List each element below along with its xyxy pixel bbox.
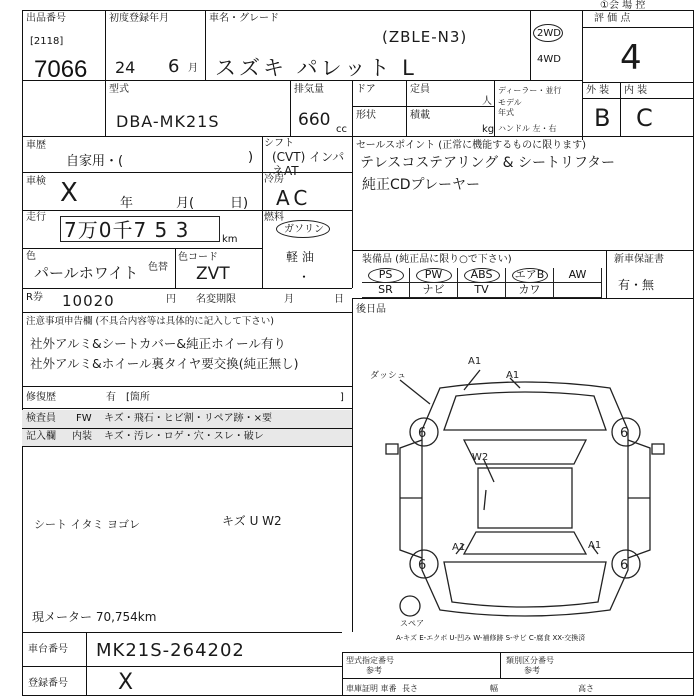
rule <box>22 248 262 249</box>
inspector-note-left: シート イタミ ヨゴレ <box>34 518 140 531</box>
check-fw: FW <box>76 413 92 424</box>
first-reg-era: 24 <box>115 58 136 77</box>
equipment-cell: AW <box>554 268 602 283</box>
diagram-mark: A1 <box>588 540 602 551</box>
car-hood <box>444 392 606 430</box>
plate-value: X <box>118 670 134 695</box>
rule <box>500 652 501 678</box>
dealer-model-label: モデル <box>498 98 522 107</box>
rule <box>22 408 352 409</box>
model-label: 型式 <box>109 84 129 95</box>
equipment-grid <box>362 268 602 298</box>
diagram-mark: A1 <box>452 542 466 553</box>
rule <box>342 652 694 653</box>
class-no-label: 類別区分番号 <box>506 656 554 665</box>
entry-in: 内装 <box>72 431 92 442</box>
car-left-mirror <box>386 444 398 454</box>
equipment-cell: PW <box>410 268 458 283</box>
check-label: 検査員 <box>26 413 56 424</box>
rule <box>105 10 106 136</box>
drive-4wd: 4WD <box>537 54 561 65</box>
lot-code: [2118] <box>30 36 64 47</box>
damage-mark <box>484 490 486 510</box>
aircon-value: AC <box>276 186 312 210</box>
color-label: 色 <box>26 251 36 262</box>
equipment-cell <box>554 283 602 298</box>
shift-value: (CVT) インパネAT <box>272 150 345 178</box>
diagram-mark: ダッシュ <box>370 371 406 381</box>
rule <box>205 10 206 80</box>
color-code: ZVT <box>196 264 230 284</box>
name-change-label: 名変期限 <box>196 294 236 305</box>
equipment-cell: ナビ <box>410 283 458 298</box>
entry-label: 記入欄 <box>26 431 56 442</box>
car-body-outline <box>422 382 628 616</box>
dealer-label: ディーラー・並行 <box>498 86 562 95</box>
rule <box>530 10 531 80</box>
rule <box>22 386 352 387</box>
equipment-cell: PS <box>362 268 410 283</box>
car-diagram <box>360 340 690 630</box>
chassis-label: 車台番号 <box>28 644 68 655</box>
first-reg-month: 6 <box>168 56 180 77</box>
equipment-circle <box>464 268 500 283</box>
type-ref-label: 参考 <box>366 666 382 675</box>
exterior-value: B <box>594 104 611 132</box>
rule <box>582 27 694 28</box>
rule <box>262 136 263 288</box>
rule <box>342 678 694 679</box>
spare-tire <box>400 596 420 616</box>
load-label: 積載 <box>410 110 430 121</box>
rule <box>342 652 343 696</box>
equipment-circle <box>512 268 548 283</box>
recycle-unit: 円 <box>166 294 176 305</box>
rule <box>352 298 353 632</box>
rule <box>175 248 176 288</box>
car-right-side <box>628 440 650 558</box>
warranty-label: 新車保証書 <box>614 254 664 265</box>
rule <box>22 428 352 429</box>
equipment-circle <box>416 268 452 283</box>
plate-label: 登録番号 <box>28 678 68 689</box>
sales-point-line2: 純正CDプレーヤー <box>362 177 480 193</box>
rule <box>582 10 583 140</box>
fuel-dot: ・ <box>298 270 311 284</box>
lot-label: 出品番号 <box>26 13 66 24</box>
rule <box>352 136 353 288</box>
aircon-label: 冷房 <box>264 174 284 185</box>
score-label: 評 価 点 <box>594 13 631 24</box>
rule <box>22 288 352 289</box>
drive-2wd: 2WD <box>537 28 561 39</box>
notes-line1: 社外アルミ&シートカバー&純正ホイール有り <box>30 336 286 351</box>
diagram-mark: A1 <box>506 370 520 381</box>
rule <box>262 210 352 211</box>
rule <box>22 632 342 633</box>
dealer-year-label: 年式 <box>498 108 514 117</box>
displacement-value: 660 <box>298 110 331 130</box>
usage-label: 車歴 <box>26 140 46 151</box>
car-right-mirror <box>652 444 664 454</box>
damage-leader <box>464 370 480 390</box>
check-items: キズ・飛石・ヒビ割・リペア跡・×要 <box>104 413 272 424</box>
lot-number: 7066 <box>34 56 88 83</box>
inspection-day: 日) <box>230 196 249 211</box>
color-code-label: 色コード <box>178 252 218 263</box>
sales-point-label: セールスポイント (正常に機能するものに限ります) <box>356 140 587 151</box>
car-left-side <box>400 440 422 558</box>
tire-depth: 6 <box>620 558 629 573</box>
car-name-label: 車名・グレード <box>209 13 279 24</box>
doors-label: ドア <box>356 84 376 95</box>
load-unit: kg <box>482 124 495 135</box>
class-ref-label: 参考 <box>524 666 540 675</box>
fuel-gasoline: ガソリン <box>284 224 324 235</box>
rule <box>22 136 694 137</box>
diagram-mark: W2 <box>472 452 489 463</box>
mileage-label: 走行 <box>26 212 46 223</box>
usage-value: 自家用・( <box>66 154 124 169</box>
length-label: 長さ <box>402 684 418 693</box>
equipment-cell: TV <box>458 283 506 298</box>
first-reg-month-unit: 月 <box>188 63 198 74</box>
inspection-month: 月( <box>176 196 195 211</box>
equipment-cell: エアB <box>506 268 554 283</box>
car-model-code: (ZBLE-N3) <box>382 28 468 46</box>
capacity-unit: 人 <box>482 96 492 107</box>
equipment-cell: SR <box>362 283 410 298</box>
equipment-circle <box>368 268 404 283</box>
dash-leader <box>400 380 430 404</box>
later-date-label: 後日品 <box>356 304 386 315</box>
legend: A-キズ E-エクボ U-凹み W-補修跡 S-サビ C-腐食 XX-交換済 <box>396 634 586 642</box>
handle-label: ハンドル 左・右 <box>498 124 557 133</box>
fuel-label: 燃料 <box>264 212 284 223</box>
rule <box>22 210 262 211</box>
rule <box>22 446 352 447</box>
interior-value: C <box>636 104 653 132</box>
width-label: 幅 <box>490 684 498 693</box>
rule <box>620 82 621 136</box>
car-trunk <box>444 562 606 607</box>
inspection-value: X <box>60 178 78 208</box>
name-change-month: 月 <box>284 294 294 305</box>
meter-value: 現メーター 70,754km <box>32 610 157 624</box>
equipment-label: 装備品 (純正品に限り○で下さい) <box>362 254 512 265</box>
entry-items: キズ・汚レ・ロゲ・穴・スレ・破レ <box>104 431 264 442</box>
rule <box>582 98 694 99</box>
damage-leader <box>484 460 494 482</box>
rule <box>290 80 291 136</box>
repair-label: 修復歴 <box>26 392 56 403</box>
rule <box>86 632 87 696</box>
rule <box>352 298 694 299</box>
tire-depth: 6 <box>418 558 427 573</box>
name-change-day: 日 <box>334 294 344 305</box>
recycle-label: R券 <box>26 292 43 303</box>
tire-depth: 6 <box>620 426 629 441</box>
usage-close: ) <box>248 150 254 165</box>
capacity-label: 定員 <box>410 84 430 95</box>
rule <box>352 106 494 107</box>
warranty-value: 有・無 <box>618 278 655 292</box>
tire-depth: 6 <box>418 426 427 441</box>
rule <box>22 312 352 313</box>
car-rear-window <box>464 532 586 554</box>
diagram-mark: A1 <box>468 356 482 367</box>
repair-part: [箇所 <box>126 392 150 403</box>
equipment-cell: カワ <box>506 283 554 298</box>
diagram-mark: スペア <box>400 619 424 628</box>
car-name: スズキ パレット L <box>215 56 417 80</box>
notes-label: 注意事項申告欄 (不具合内容等は具体的に記入して下さい) <box>26 316 274 327</box>
rule <box>582 82 694 83</box>
exterior-label: 外 装 <box>586 85 610 96</box>
rule <box>352 80 353 136</box>
repair-value: 有 <box>106 392 116 403</box>
chassis-value: MK21S-264202 <box>96 640 245 661</box>
rule <box>22 666 342 667</box>
inspection-label: 車検 <box>26 176 46 187</box>
equipment-cell: ABS <box>458 268 506 283</box>
displacement-label: 排気量 <box>294 84 324 95</box>
mileage-value: 7万0千7 5 3 <box>64 218 190 242</box>
cert-label: 車庫証明 車番 <box>346 684 397 693</box>
rule <box>606 250 607 298</box>
sales-point-line1: テレスコステアリング & シートリフター <box>360 155 616 171</box>
score-value: 4 <box>620 38 642 78</box>
notes-line2: 社外アルミ&ホイール裏タイヤ要交換(純正無し) <box>30 356 299 371</box>
model-value: DBA-MK21S <box>116 112 220 131</box>
height-label: 高さ <box>578 684 594 693</box>
first-reg-label: 初度登録年月 <box>109 13 169 24</box>
fuel-diesel: 軽 油 <box>286 250 314 264</box>
color-tone-label: 色替 <box>148 262 168 273</box>
rule <box>406 80 407 136</box>
shift-label: シフト <box>264 138 294 149</box>
repair-close: ] <box>340 392 344 403</box>
displacement-unit: cc <box>336 124 347 135</box>
inspection-year: 年 <box>120 196 134 211</box>
rule <box>494 80 495 136</box>
inspector-note-right: キズ U W2 <box>222 514 282 528</box>
copy-label: ①会 場 控 <box>600 0 646 11</box>
type-no-label: 型式指定番号 <box>346 656 394 665</box>
shape-label: 形状 <box>356 110 376 121</box>
interior-label: 内 装 <box>624 85 648 96</box>
mileage-unit: km <box>222 234 238 245</box>
rule <box>352 250 694 251</box>
recycle-value: 10020 <box>62 292 115 310</box>
color-value: パールホワイト <box>34 264 139 282</box>
